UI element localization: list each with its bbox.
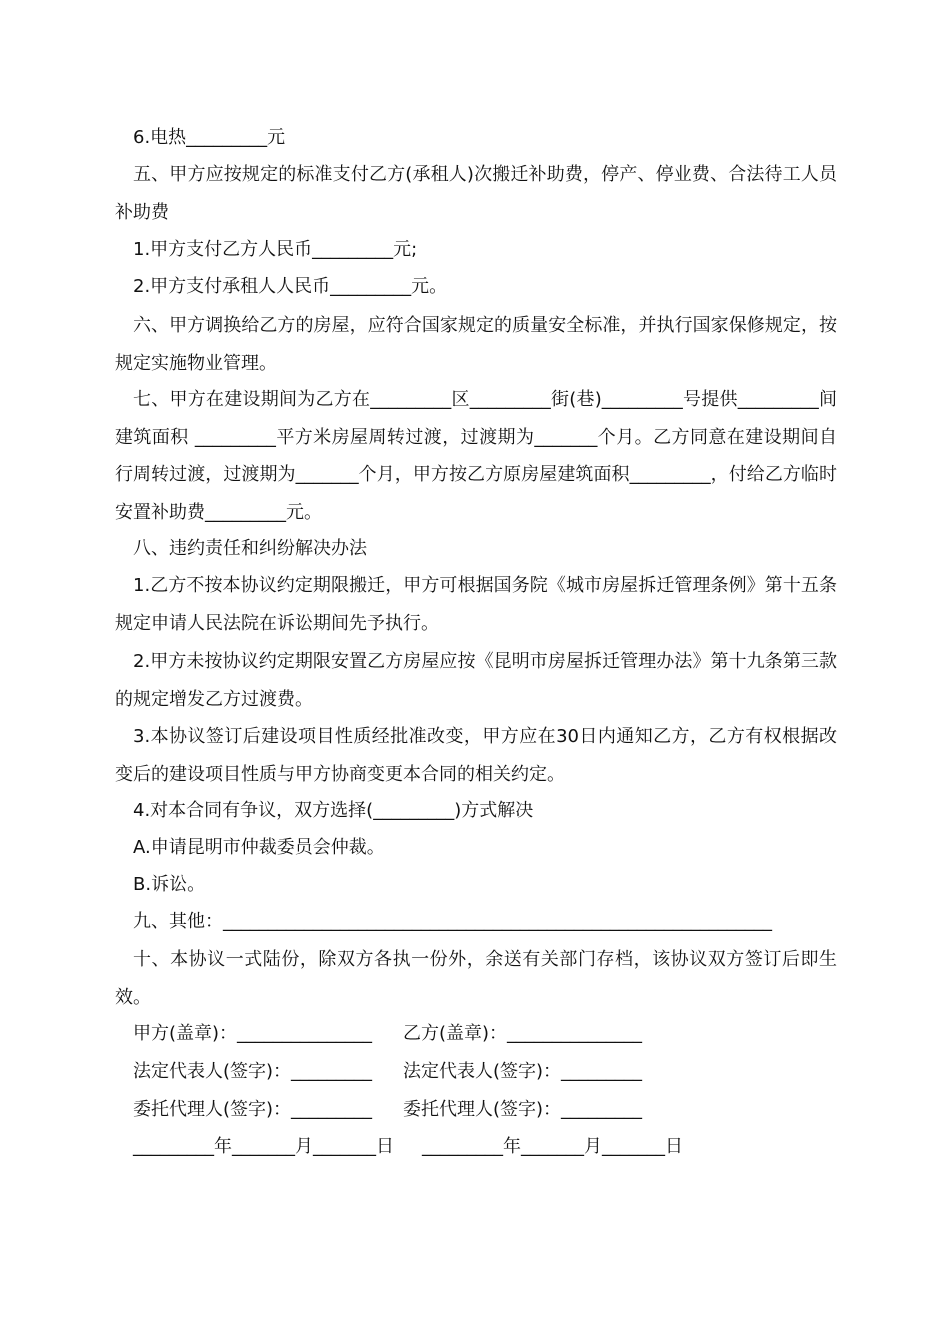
clause-8-item-1: 1.乙方不按本协议约定期限搬迁，甲方可根据国务院《城市房屋拆迁管理条例》第十五条规定申请人民法院在诉讼期间先予执行。 (115, 575, 837, 634)
clause-5: 五、甲方应按规定的标准支付乙方(承租人)次搬迁补助费，停产、停业费、合法待工人员补助费 (115, 164, 837, 223)
party-a-seal: 甲方(盖章)：_______________ (133, 1023, 373, 1044)
option-a: A.申请昆明市仲裁委员会仲裁。 (133, 837, 385, 858)
party-a-agent: 委托代理人(签字)：_________ (133, 1099, 373, 1120)
clause-8-item-4: 4.对本合同有争议，双方选择(_________)方式解决 (133, 800, 534, 821)
clause-5-item-2: 2.甲方支付承租人人民币_________元。 (133, 276, 448, 297)
clause-5-item-1: 1.甲方支付乙方人民币_________元; (133, 239, 418, 260)
clause-7: 七、甲方在建设期间为乙方在_________区_________街(巷)_________号提供_________间建筑面积 _________平方米房屋周转过渡，过渡期为_______个月。乙方同意在建设期间自行周转过渡，过渡期为_______个月，甲方按乙方原房屋建筑面积_________，付给乙方临时安置补助费_________元。 (115, 389, 837, 523)
party-b-seal: 乙方(盖章)：_______________ (403, 1023, 643, 1044)
party-a-legal-rep: 法定代表人(签字)：_________ (133, 1061, 373, 1082)
item-6-heat: 6.电热_________元 (133, 127, 286, 148)
party-a-date: _________年_______月_______日 (133, 1136, 394, 1157)
clause-6: 六、甲方调换给乙方的房屋，应符合国家规定的质量安全标准，并执行国家保修规定，按规定实施物业管理。 (115, 315, 837, 374)
clause-8-heading: 八、违约责任和纠纷解决办法 (133, 538, 367, 559)
party-b-legal-rep: 法定代表人(签字)：_________ (403, 1061, 643, 1082)
clause-8-item-2: 2.甲方未按协议约定期限安置乙方房屋应按《昆明市房屋拆迁管理办法》第十九条第三款的规定增发乙方过渡费。 (115, 651, 837, 710)
clause-10: 十、本协议一式陆份，除双方各执一份外，余送有关部门存档，该协议双方签订后即生效。 (115, 949, 837, 1008)
option-b: B.诉讼。 (133, 874, 206, 895)
party-b-agent: 委托代理人(签字)：_________ (403, 1099, 643, 1120)
clause-9: 九、其他：_____________________________________________________________ (133, 911, 772, 932)
party-b-date: _________年_______月_______日 (422, 1136, 683, 1157)
clause-8-item-3: 3.本协议签订后建设项目性质经批准改变，甲方应在30日内通知乙方，乙方有权根据改变后的建设项目性质与甲方协商变更本合同的相关约定。 (115, 726, 837, 785)
